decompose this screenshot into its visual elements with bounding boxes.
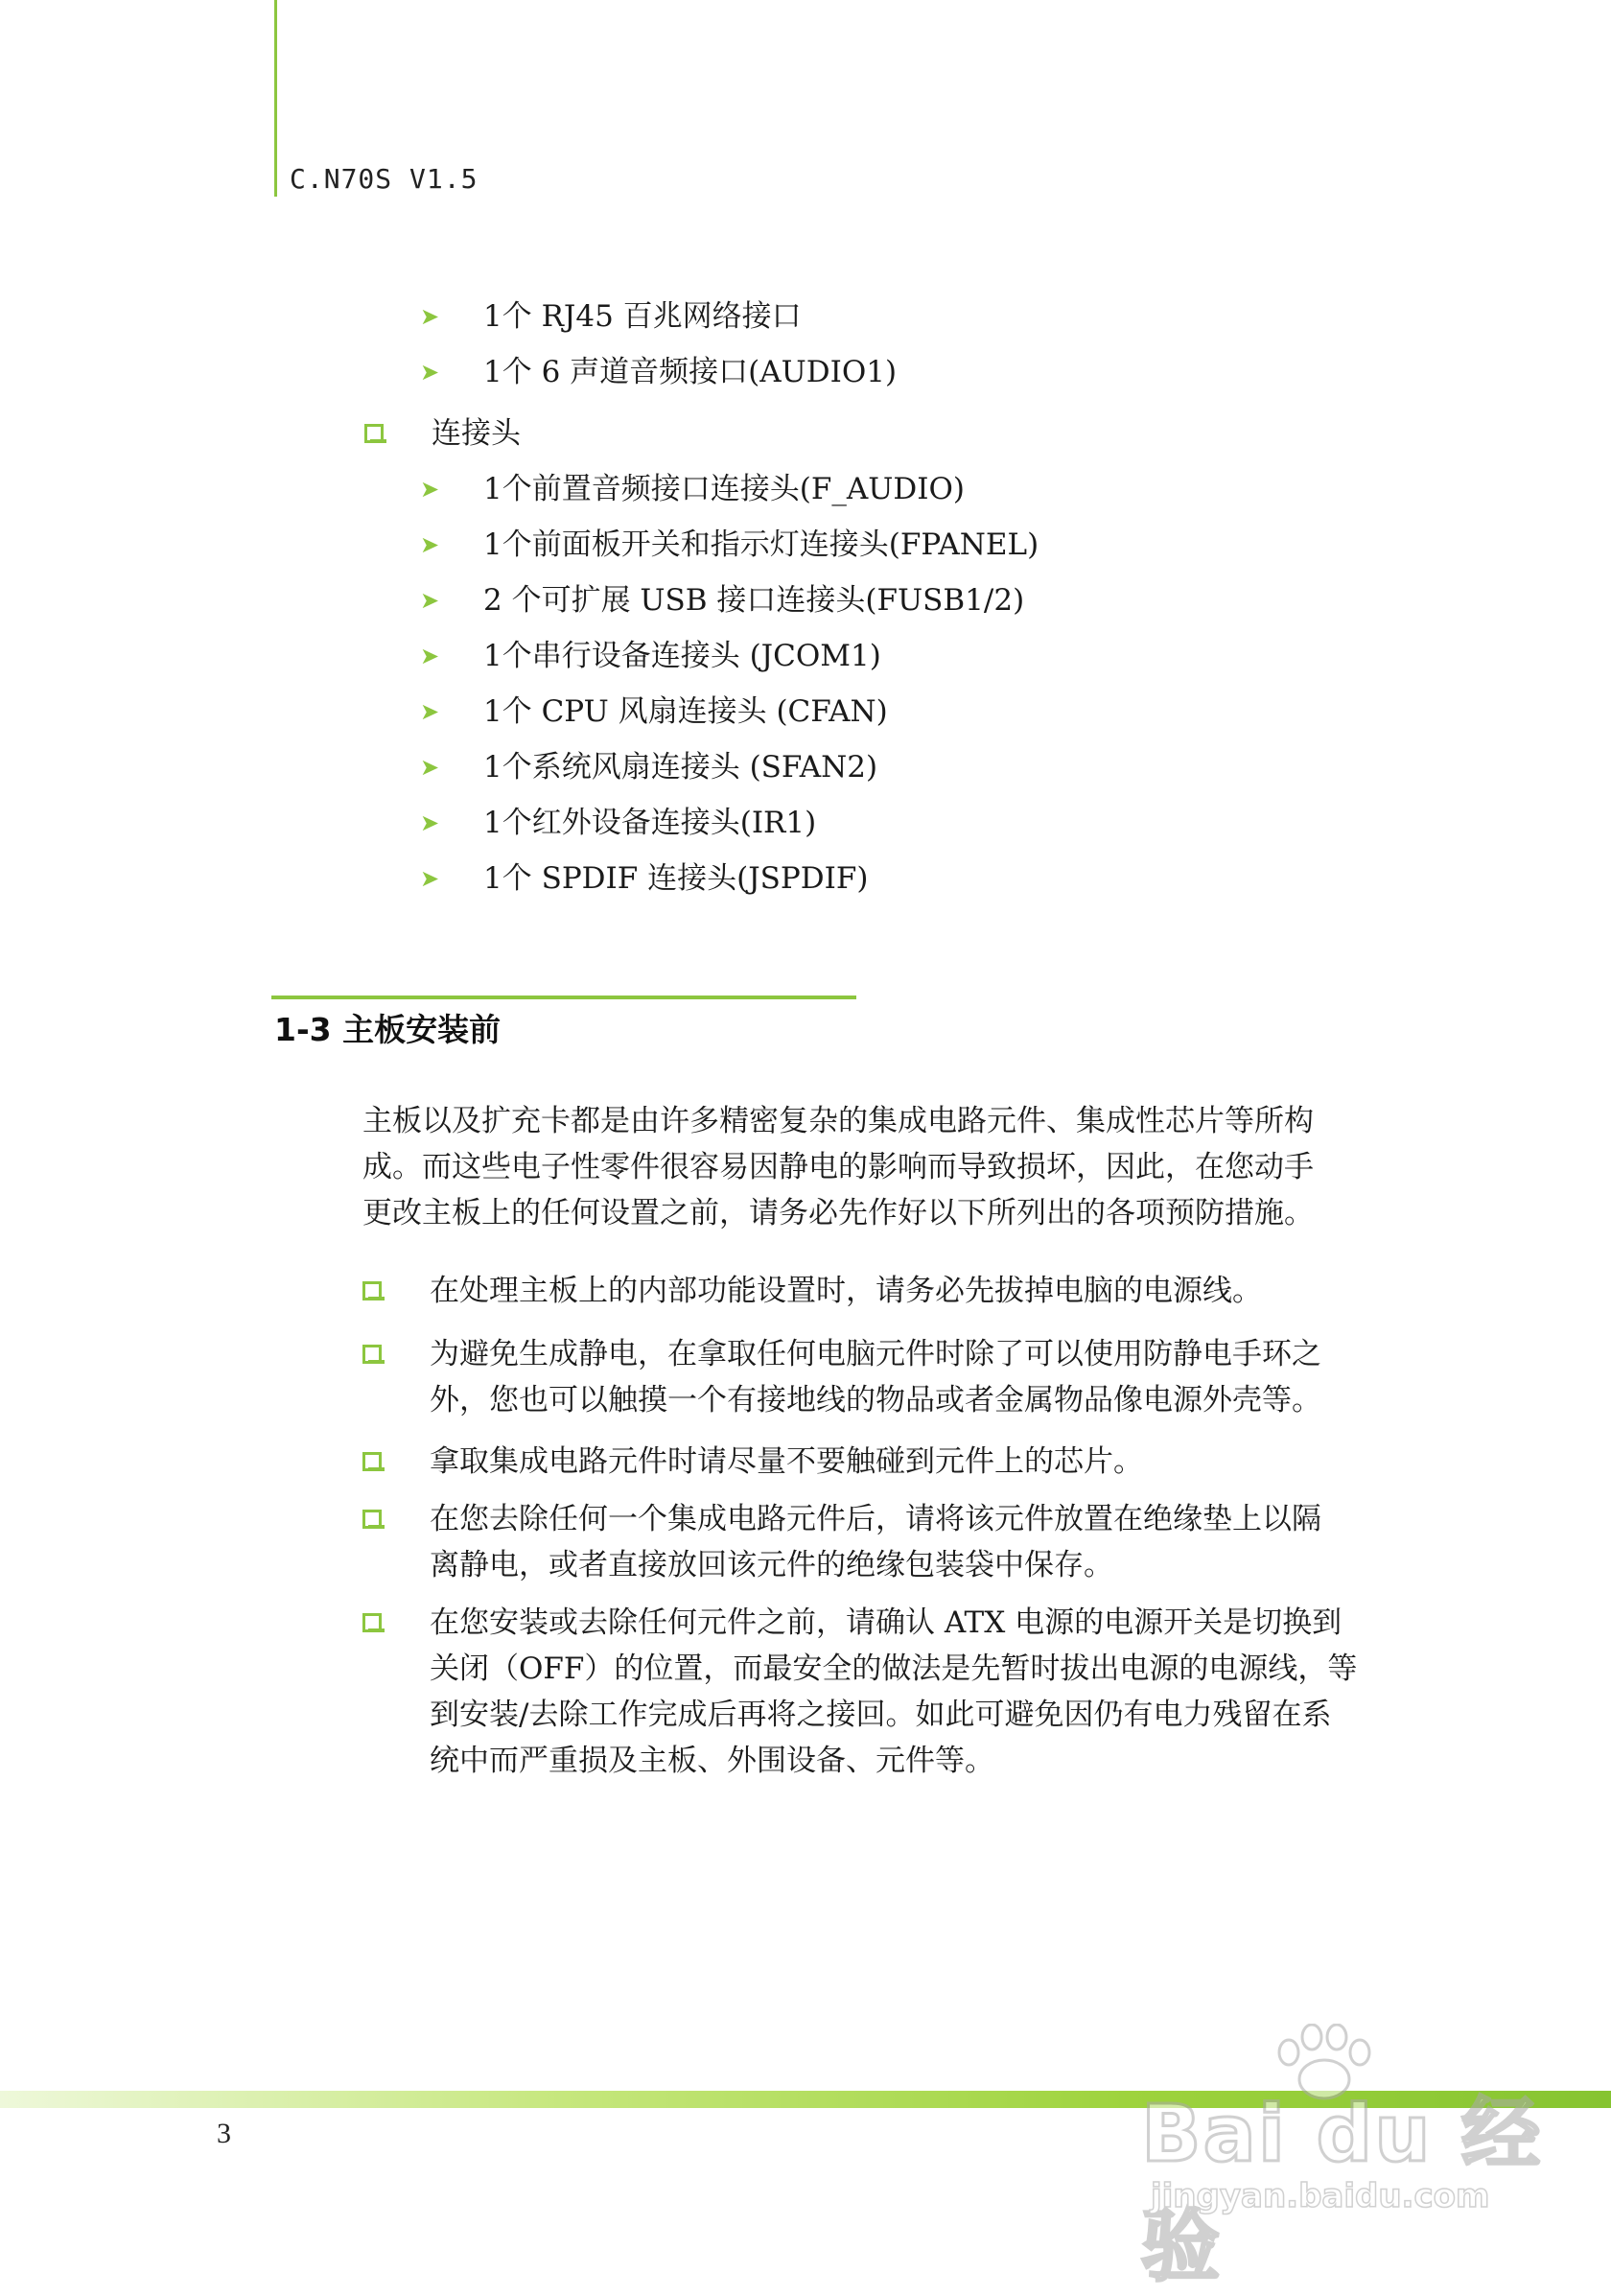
list-item-text: 1个红外设备连接头(IR1): [483, 806, 817, 840]
list-item: [420, 689, 888, 735]
list-item: [420, 633, 881, 679]
list-item-text: 1个前置音频接口连接头(F_AUDIO): [483, 472, 965, 506]
list-item-text: 1个系统风扇连接头 (SFAN2): [483, 750, 878, 785]
arrow-bullet-icon: ➤: [420, 359, 440, 386]
checkbox-bullet-icon: [362, 1345, 382, 1364]
list-item: [420, 577, 1024, 623]
checkbox-bullet-icon: [362, 1613, 382, 1632]
watermark-url: jingyan.baidu.com: [1151, 2177, 1490, 2215]
header-accent-line: [274, 0, 277, 197]
list-item: [420, 744, 877, 790]
list-item-text: 2 个可扩展 USB 接口连接头(FUSB1/2): [483, 583, 1025, 618]
list-item: [420, 349, 897, 395]
arrow-bullet-icon: ➤: [420, 698, 440, 725]
precaution-text: 在您安装或去除任何元件之前，请确认 ATX 电源的电源开关是切换到 关闭（OFF）的位置，而最安全的做法是先暂时拔出电源的电源线，等 到安装/去除工作完成后再将之接回。如此可避免因仍有电力残留在系 统中而严重损及主板、外围设备、元件等。: [430, 1605, 1358, 1778]
arrow-bullet-icon: ➤: [420, 303, 440, 330]
list-item: [420, 293, 802, 340]
precaution-item: [362, 1496, 1321, 1588]
baidu-watermark: [1141, 2033, 1544, 2292]
list-item: [420, 466, 965, 512]
arrow-bullet-icon: ➤: [420, 531, 440, 558]
list-item-text: 1个 RJ45 百兆网络接口: [483, 299, 802, 334]
list-item: [420, 522, 1039, 568]
arrow-bullet-icon: ➤: [420, 643, 440, 669]
list-item-text: 1个 CPU 风扇连接头 (CFAN): [483, 694, 888, 729]
arrow-bullet-icon: ➤: [420, 754, 440, 781]
checkbox-bullet-icon: [364, 424, 384, 443]
list-item: [420, 800, 816, 846]
precaution-text: 在您去除任何一个集成电路元件后，请将该元件放置在绝缘垫上以隔 离静电，或者直接放回该元件的绝缘包装袋中保存。: [430, 1502, 1321, 1582]
document-code: C.N70S V1.5: [290, 163, 479, 195]
arrow-bullet-icon: ➤: [420, 476, 440, 503]
list-item-text: 1个串行设备连接头 (JCOM1): [483, 639, 881, 673]
precaution-item: [362, 1600, 1357, 1784]
checkbox-bullet-icon: [362, 1452, 382, 1471]
checkbox-bullet-icon: [362, 1281, 382, 1300]
precaution-item: [362, 1268, 1262, 1314]
watermark-brand: Bai du 经验: [1141, 2089, 1543, 2292]
connectors-heading: [364, 410, 521, 457]
precaution-item: [362, 1439, 1143, 1485]
list-item-text: 1个 6 声道音频接口(AUDIO1): [483, 355, 898, 389]
precaution-item: [362, 1331, 1321, 1423]
arrow-bullet-icon: ➤: [420, 587, 440, 614]
page-number: 3: [217, 2118, 231, 2149]
arrow-bullet-icon: ➤: [420, 809, 440, 836]
intro-paragraph: 主板以及扩充卡都是由许多精密复杂的集成电路元件、集成性芯片等所构 成。而这些电子性零件很容易因静电的影响而导致损坏，因此，在您动手 更改主板上的任何设置之前，请务必先作好以下所列出的各项预防措施。: [362, 1104, 1314, 1230]
list-item-text: 1个前面板开关和指示灯连接头(FPANEL): [483, 527, 1039, 562]
precaution-text: 在处理主板上的内部功能设置时，请务必先拔掉电脑的电源线。: [430, 1274, 1262, 1308]
section-divider: [271, 996, 856, 999]
list-item-text: 1个 SPDIF 连接头(JSPDIF): [483, 861, 869, 896]
checkbox-bullet-icon: [362, 1510, 382, 1529]
section-heading: 1-3 主板安装前: [274, 1011, 502, 1048]
precaution-text: 拿取集成电路元件时请尽量不要触碰到元件上的芯片。: [430, 1444, 1143, 1479]
list-item: [420, 855, 868, 902]
precaution-text: 为避免生成静电，在拿取任何电脑元件时除了可以使用防静电手环之 外，您也可以触摸一个有接地线的物品或者金属物品像电源外壳等。: [430, 1337, 1321, 1417]
arrow-bullet-icon: ➤: [420, 865, 440, 892]
connectors-title: 连接头: [432, 416, 521, 451]
